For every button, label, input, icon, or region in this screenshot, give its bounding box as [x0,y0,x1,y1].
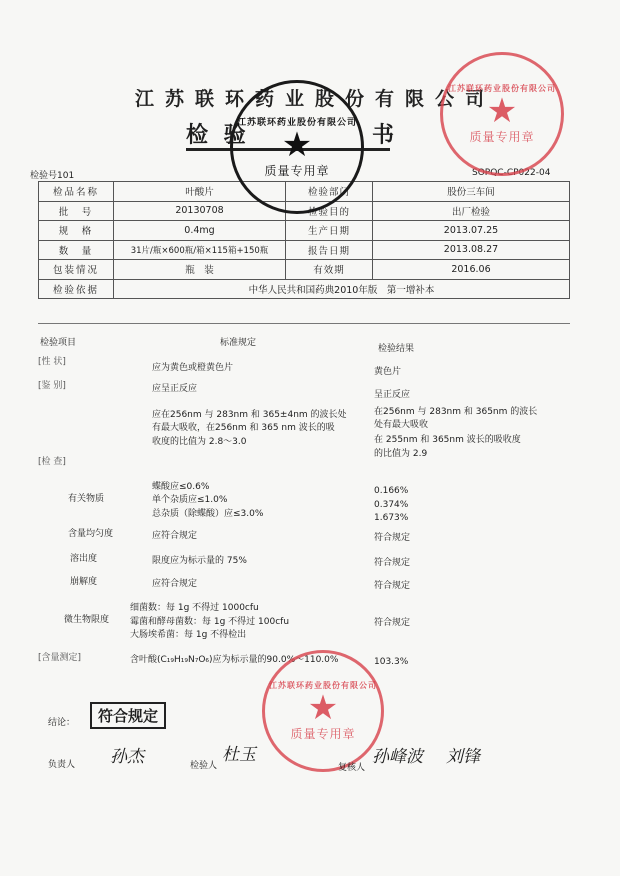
seal-ring-text: 江苏联环药业股份有限公司 [236,118,357,128]
report-number: 检验号101 [30,171,75,181]
res-assay: 103.3% [374,657,409,667]
table-cell: 2013.08.27 [373,240,570,260]
std-related-1: 蝶酸应≤0.6% [152,482,210,492]
res-microbe: 符合规定 [374,618,411,628]
std-dissolution: 限度应为标示量的 75% [152,556,247,566]
item-assay: [含量测定] [38,653,82,663]
std-related-3: 总杂质（除蝶酸）应≤3.0% [152,509,264,519]
quality-seal-black [230,80,364,214]
item-trait: [性 状] [38,357,66,367]
star-icon: ★ [486,91,518,131]
res-related-1: 0.166% [374,486,409,496]
table-row [39,279,570,299]
table-cell: 检验目的 [286,201,373,221]
std-microbe-3: 大肠埃希菌：每 1g 不得检出 [130,630,247,640]
table-cell: 检验部门 [286,182,373,202]
reviewer-label: 复核人 [338,763,366,773]
section-check: [检 查] [38,457,66,467]
responsible-signature: 孙杰 [110,747,144,767]
document-title-end: 书 [372,123,395,148]
star-icon: ★ [281,125,313,165]
table-cell: 31片/瓶×600瓶/箱×115箱+150瓶 [114,240,286,260]
inspector-signature: 杜玉 [222,745,256,765]
inspector-label: 检验人 [190,761,218,771]
conclusion-label: 结论： [48,718,76,728]
table-cell: 规 格 [39,221,114,241]
inspection-basis: 中华人民共和国药典2010年版 第一增补本 [114,279,570,299]
item-microbial-limit: 微生物限度 [64,615,110,625]
table-cell: 报告日期 [286,240,373,260]
table-cell: 叶酸片 [114,182,286,202]
document-title: 检 验 [186,123,250,148]
results-header-result: 检验结果 [378,344,415,354]
std-ident-1: 应呈正反应 [152,384,198,394]
table-cell: 生产日期 [286,221,373,241]
star-icon: ★ [307,688,339,728]
table-cell: 出厂检验 [373,201,570,221]
std-trait: 应为黄色或橙黄色片 [152,363,234,373]
table-row [39,221,570,241]
item-uniformity: 含量均匀度 [68,529,114,539]
item-identification: [鉴 别] [38,381,66,391]
table-cell: 批 号 [39,201,114,221]
res-ident-1: 呈正反应 [374,390,411,400]
results-header-standard: 标准规定 [220,338,257,348]
table-row [39,240,570,260]
res-ident-2b: 处有最大吸收 [374,420,429,430]
table-cell: 有效期 [286,260,373,280]
seal-label: 质量专用章 [290,727,356,741]
table-cell: 20130708 [114,201,286,221]
res-ident-2d: 的比值为 2.9 [374,449,428,459]
quality-seal-red-bottom [262,650,384,772]
conclusion-stamp: 符合规定 [90,702,166,729]
company-name: 江苏联环药业股份有限公司 [135,88,496,110]
res-ident-2c: 在 255nm 和 365nm 波长的吸收度 [374,435,521,445]
quality-seal-red-top [440,52,564,176]
res-ident-2a: 在256nm 与 283nm 和 365nm 的波长 [374,407,538,417]
res-trait: 黄色片 [374,367,402,377]
extra-signature: 刘锋 [446,747,480,767]
std-ident-2b: 有最大吸收，在256nm 和 365 nm 波长的吸 [152,423,335,433]
res-disintegration: 符合规定 [374,581,411,591]
divider [38,323,570,324]
table-cell: 检验依据 [39,279,114,299]
res-dissolution: 符合规定 [374,558,411,568]
std-uniformity: 应符合规定 [152,531,198,541]
std-assay: 含叶酸(C₁₉H₁₉N₇O₆)应为标示量的90.0%～110.0% [130,655,339,665]
res-related-3: 1.673% [374,513,409,523]
reviewer-signature: 孙峰波 [372,747,423,767]
table-cell: 包装情况 [39,260,114,280]
table-cell: 股份三车间 [373,182,570,202]
item-dissolution: 溶出度 [70,554,98,564]
std-ident-2a: 应在256nm 与 283nm 和 365±4nm 的波长处 [152,410,347,420]
std-microbe-2: 霉菌和酵母菌数：每 1g 不得过 100cfu [130,617,290,627]
table-cell: 检品名称 [39,182,114,202]
seal-label: 质量专用章 [264,164,330,178]
seal-ring-text: 江苏联环药业股份有限公司 [269,681,377,690]
item-disintegration: 崩解度 [70,577,98,587]
seal-ring-text: 江苏联环药业股份有限公司 [448,84,556,93]
table-cell: 0.4mg [114,221,286,241]
table-cell: 瓶 装 [114,260,286,280]
table-row [39,260,570,280]
table-cell: 2016.06 [373,260,570,280]
document-number: SOPQC-CP022-04 [472,168,551,178]
item-related-substances: 有关物质 [68,494,105,504]
results-header-item: 检验项目 [40,338,77,348]
table-cell: 2013.07.25 [373,221,570,241]
table-cell: 数 量 [39,240,114,260]
responsible-label: 负责人 [48,760,76,770]
std-ident-2c: 收度的比值为 2.8～3.0 [152,437,247,447]
std-related-2: 单个杂质应≤1.0% [152,495,228,505]
res-related-2: 0.374% [374,500,409,510]
std-disintegration: 应符合规定 [152,579,198,589]
res-uniformity: 符合规定 [374,533,411,543]
std-microbe-1: 细菌数：每 1g 不得过 1000cfu [130,603,259,613]
seal-label: 质量专用章 [469,130,535,144]
